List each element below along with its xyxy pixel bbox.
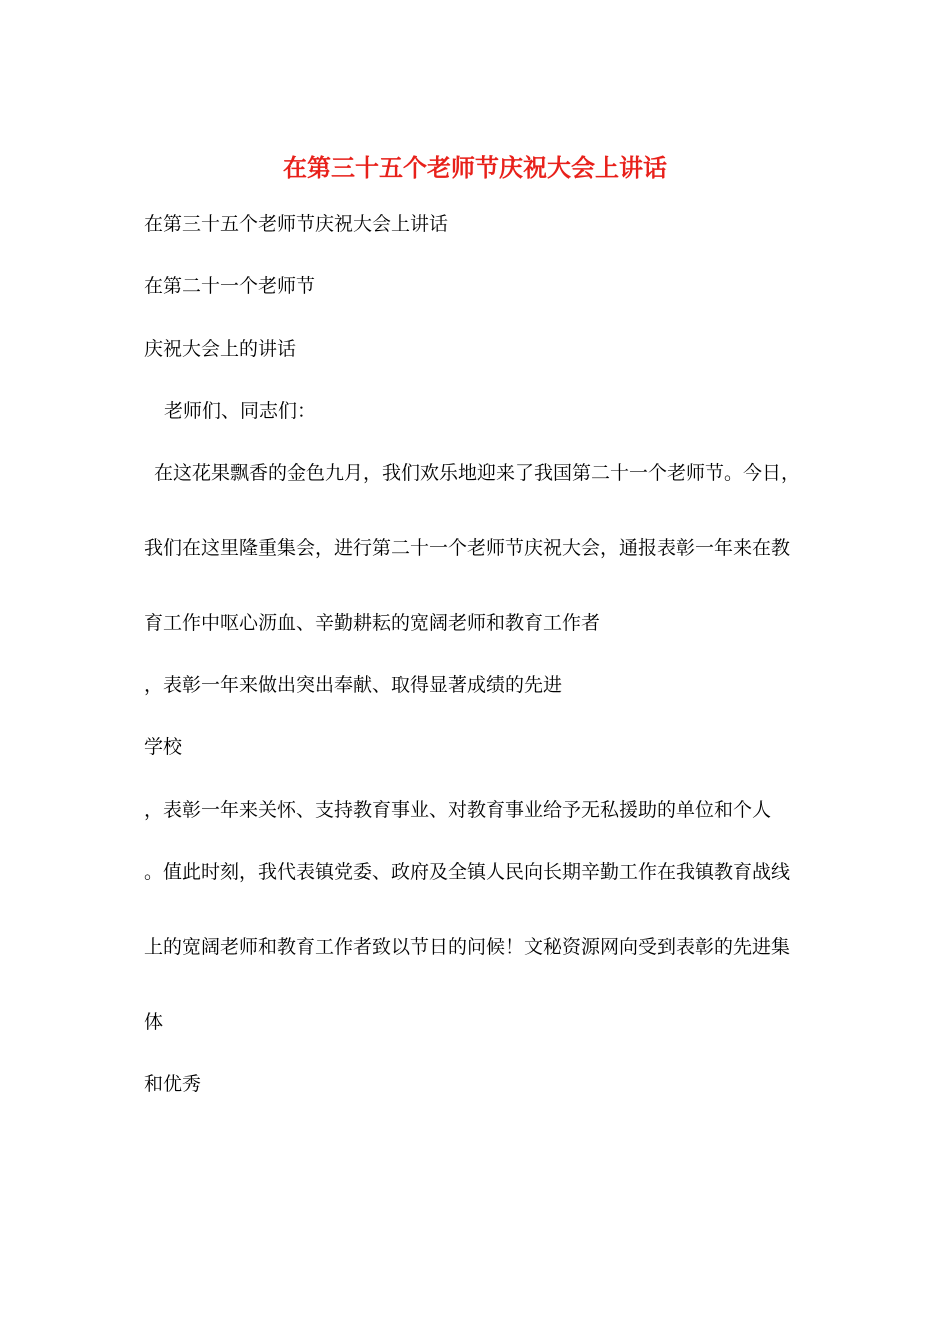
text-line: 我们在这里隆重集会，进行第二十一个老师节庆祝大会，通报表彰一年来在教 <box>144 537 791 559</box>
text-line: 庆祝大会上的讲话 <box>144 338 297 360</box>
text-line: 。值此时刻，我代表镇党委、政府及全镇人民向长期辛勤工作在我镇教育战线 <box>144 861 791 883</box>
text-line: 体 <box>144 1011 164 1033</box>
text-line: 在第二十一个老师节 <box>144 275 316 297</box>
text-line: 老师们、同志们： <box>164 400 317 422</box>
text-line: 和优秀 <box>144 1073 202 1095</box>
text-line: 在第三十五个老师节庆祝大会上讲话 <box>144 213 449 235</box>
text-line: ，表彰一年来做出突出奉献、取得显著成绩的先进 <box>144 674 563 696</box>
text-line: 学校 <box>144 736 183 758</box>
text-line: 育工作中呕心沥血、辛勤耕耘的宽阔老师和教育工作者 <box>144 612 601 634</box>
text-line: 在这花果飘香的金色九月，我们欢乐地迎来了我国第二十一个老师节。今日， <box>154 462 801 484</box>
document-title: 在第三十五个老师节庆祝大会上讲话 <box>283 153 667 182</box>
text-line: 上的宽阔老师和教育工作者致以节日的问候！文秘资源网向受到表彰的先进集 <box>144 936 791 958</box>
text-line: ，表彰一年来关怀、支持教育事业、对教育事业给予无私援助的单位和个人 <box>144 799 772 821</box>
